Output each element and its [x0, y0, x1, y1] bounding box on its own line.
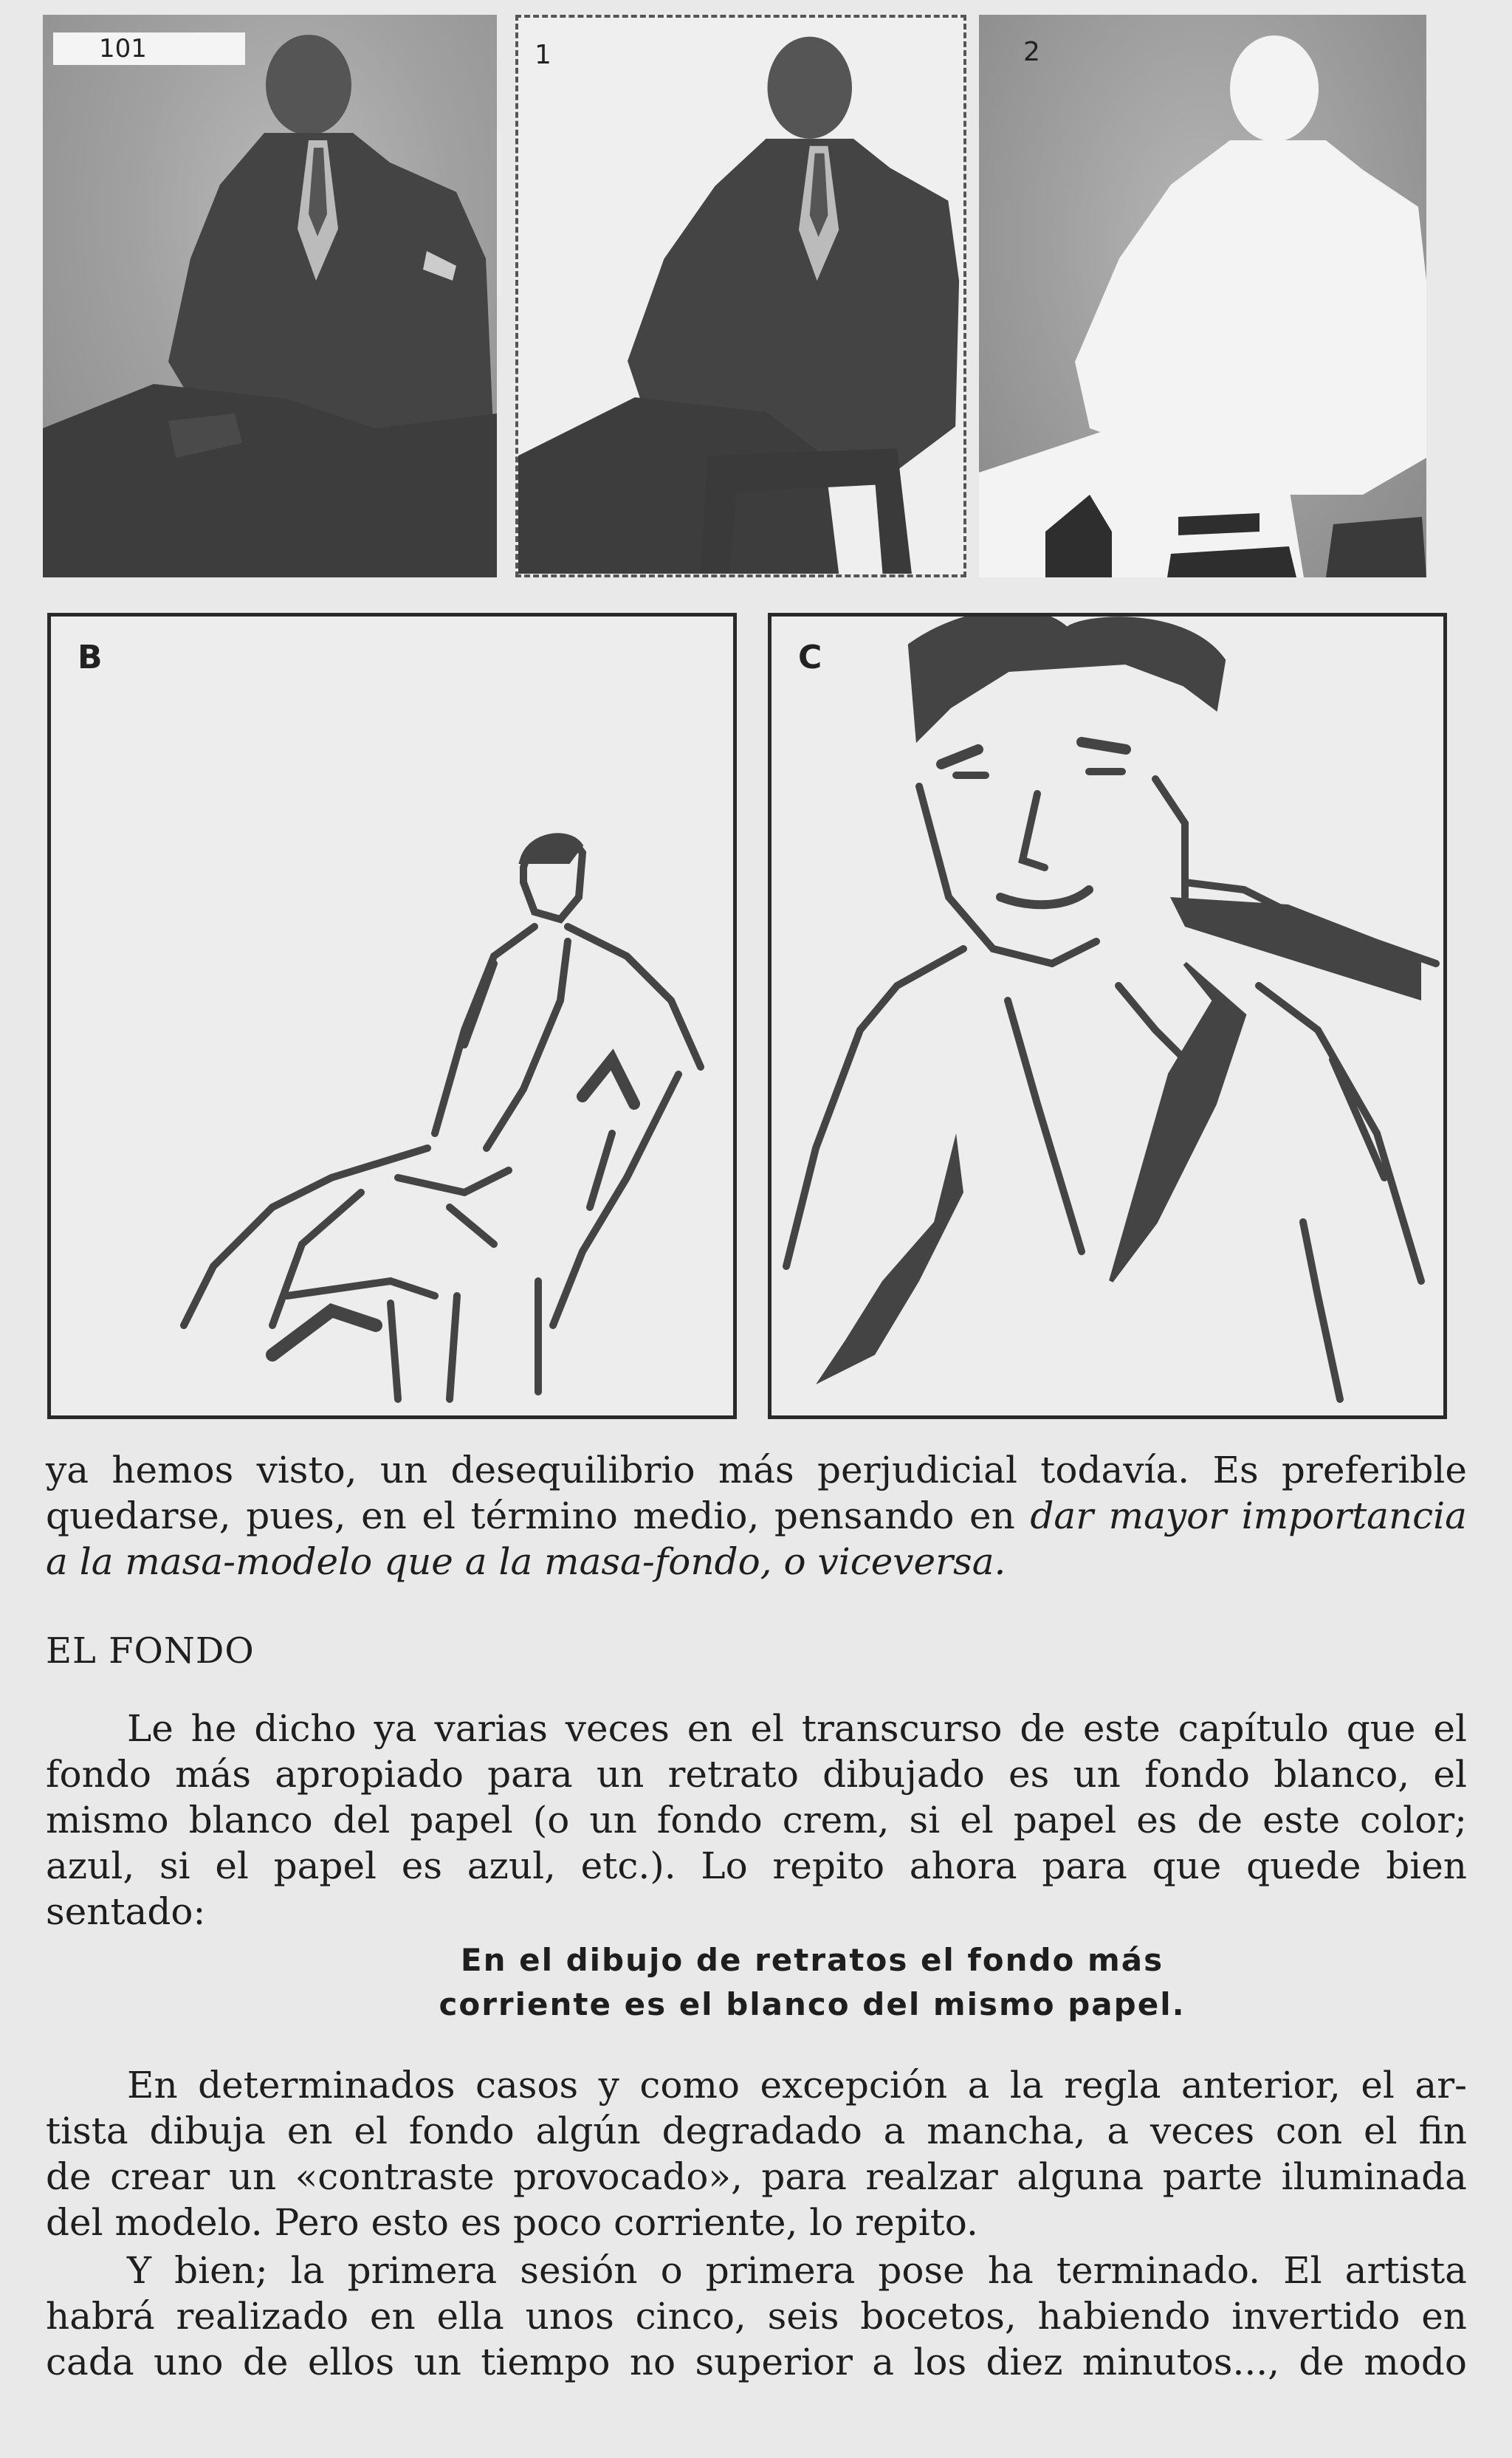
text-line: quedarse, pues, en el término medio, pensando en dar mayor importancia [46, 1494, 1467, 1537]
seated-man-cutout [518, 18, 963, 574]
rule-callout [340, 1938, 1285, 2027]
photo-2-background [979, 15, 1426, 577]
text-line: fondo más apropiado para un retrato dibujado es un fondo blanco, el [46, 1753, 1467, 1796]
paragraph-intro [46, 1447, 1467, 1585]
photo-1-silhouette [515, 15, 966, 577]
text-line: tista dibuja en el fondo algún degradado a mancha, a veces con el fin [46, 2109, 1467, 2152]
figure-number-label: 2 [1023, 37, 1040, 67]
text-line: mismo blanco del papel (o un fondo crem, si el papel es de este color; [46, 1799, 1467, 1841]
rule-line: En el dibujo de retratos el fondo más [460, 1942, 1164, 1978]
paragraph-casos [46, 2062, 1467, 2245]
text-line: del modelo. Pero esto es poco corriente, lo repito. [46, 2201, 978, 2244]
text-line: habrá realizado en ella unos cinco, seis bocetos, habiendo invertido en [46, 2295, 1467, 2338]
bust-portrait-sketch [772, 617, 1443, 1415]
paragraph-bien [46, 2248, 1467, 2385]
figure-number-label: 1 [535, 40, 551, 70]
text-line: azul, si el papel es azul, etc.). Lo repito ahora para que quede bien [46, 1844, 1467, 1887]
sketch-b [47, 613, 737, 1419]
text-line: Le he dicho ya varias veces en el transcurso de este capítulo que el [127, 1707, 1467, 1750]
seated-man-photo [43, 15, 497, 577]
sketch-c [768, 613, 1447, 1419]
paragraph-fondo [46, 1706, 1467, 1935]
section-heading: EL FONDO [46, 1630, 255, 1672]
text-line: a la masa-modelo que a la masa-fondo, o viceversa. [46, 1540, 1006, 1583]
text-line: Y bien; la primera sesión o primera pose ha terminado. El artista [127, 2249, 1467, 2292]
photo-101 [43, 15, 497, 577]
text-line: En determinados casos y como excepción a la regla anterior, el ar- [127, 2064, 1467, 2107]
emphasis-text: dar mayor importancia [1030, 1494, 1467, 1537]
text-line: ya hemos visto, un desequilibrio más perjudicial todavía. Es preferible [46, 1449, 1467, 1491]
rule-line: corriente es el blanco del mismo papel. [439, 1986, 1186, 2022]
loose-figure-sketch [51, 617, 733, 1415]
background-mask [979, 15, 1426, 577]
text-line: de crear un «contraste provocado», para realzar alguna parte iluminada [46, 2155, 1467, 2198]
text-line: cada uno de ellos un tiempo no superior a los diez minutos..., de modo [46, 2341, 1467, 2383]
figure-letter: B [78, 639, 103, 676]
figure-number-label: 101 [53, 32, 245, 65]
figure-letter: C [798, 639, 822, 676]
text-line: sentado: [46, 1890, 206, 1933]
